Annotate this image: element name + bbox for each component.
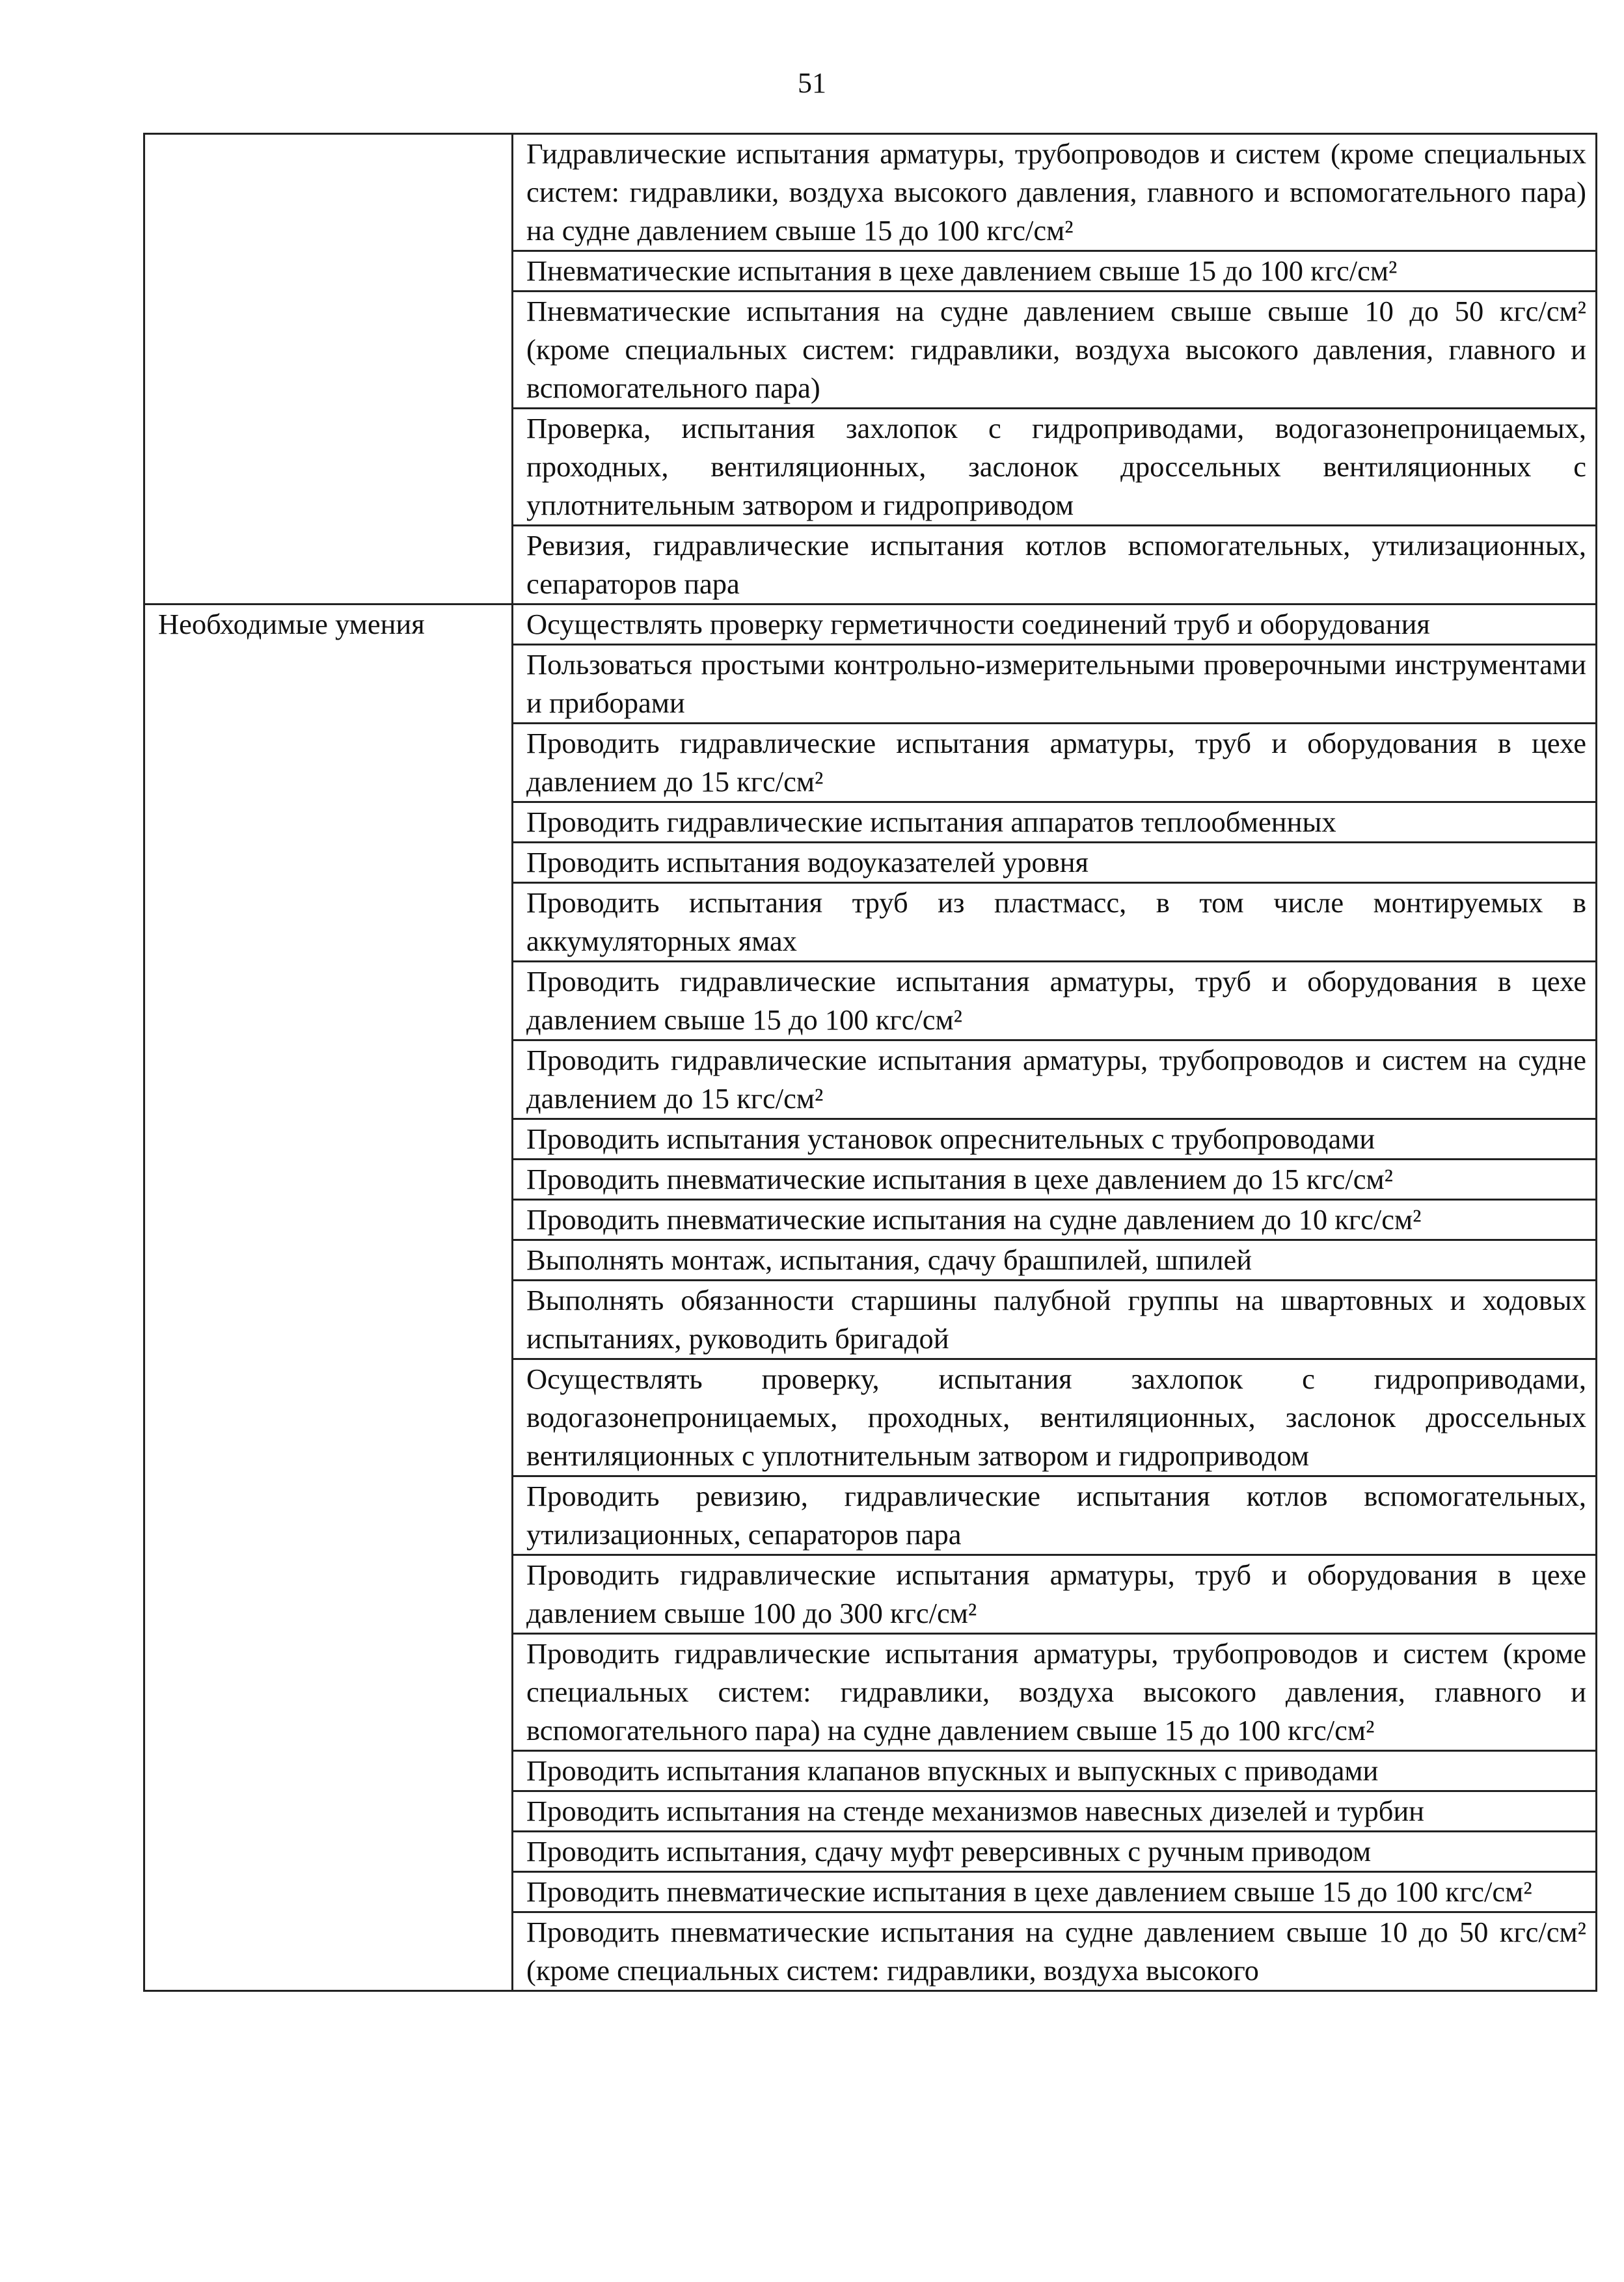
table-cell: Пневматические испытания в цехе давлением свыше 15 до 100 кгс/см² [513,251,1597,292]
table-cell: Проводить пневматические испытания в цехе давлением свыше 15 до 100 кгс/см² [513,1872,1597,1912]
table-row [144,134,1597,251]
table-cell: Осуществлять проверку герметичности соединений труб и оборудования [513,604,1597,645]
table-body [144,134,1597,1991]
table-cell: Проводить испытания на стенде механизмов навесных дизелей и турбин [513,1791,1597,1832]
page-number: 51 [798,67,826,99]
continued-label-cell [144,134,513,604]
table-cell: Проводить гидравлические испытания арматуры, трубопроводов и систем (кроме специальных систем: гидравлики, воздуха высокого давления, главного и вспомогательного пара) на судне давлением свыше 15 до 100 кгс/см² [513,1634,1597,1751]
table-cell: Ревизия, гидравлические испытания котлов вспомогательных, утилизационных, сепараторов пара [513,526,1597,604]
table-row [144,604,1597,645]
table-cell: Пользоваться простыми контрольно-измерительными проверочными инструментами и приборами [513,645,1597,724]
table-cell: Проводить испытания водоуказателей уровня [513,843,1597,883]
table-cell: Проводить гидравлические испытания аппаратов теплообменных [513,802,1597,843]
table-cell: Проводить испытания труб из пластмасс, в том числе монтируемых в аккумуляторных ямах [513,883,1597,962]
table-cell: Проводить пневматические испытания в цехе давлением до 15 кгс/см² [513,1160,1597,1200]
table-cell: Проводить ревизию, гидравлические испытания котлов вспомогательных, утилизационных, сепараторов пара [513,1476,1597,1555]
table-cell: Проводить гидравлические испытания арматуры, труб и оборудования в цехе давлением свыше 15 до 100 кгс/см² [513,962,1597,1040]
table-cell: Проводить пневматические испытания на судне давлением свыше 10 до 50 кгс/см² (кроме специальных систем: гидравлики, воздуха высокого [513,1912,1597,1991]
table-cell: Проводить гидравлические испытания арматуры, трубопроводов и систем на судне давлением до 15 кгс/см² [513,1040,1597,1119]
table-cell: Пневматические испытания на судне давлением свыше свыше 10 до 50 кгс/см² (кроме специальных систем: гидравлики, воздуха высокого давления, главного и вспомогательного пара) [513,292,1597,409]
skills-label-cell: Необходимые умения [144,604,513,1991]
table-cell: Осуществлять проверку, испытания захлопок с гидроприводами, водогазонепроницаемых, проходных, вентиляционных, заслонок дроссельных вентиляционных с уплотнительным затвором и гидроприводом [513,1359,1597,1476]
table-cell: Проводить гидравлические испытания арматуры, труб и оборудования в цехе давлением до 15 кгс/см² [513,724,1597,802]
table-cell: Проводить испытания установок опреснительных с трубопроводами [513,1119,1597,1160]
requirements-table [143,133,1597,1992]
table-cell: Проводить испытания, сдачу муфт реверсивных с ручным приводом [513,1832,1597,1872]
table-cell: Выполнять монтаж, испытания, сдачу брашпилей, шпилей [513,1240,1597,1281]
table-cell: Выполнять обязанности старшины палубной группы на швартовных и ходовых испытаниях, руководить бригадой [513,1281,1597,1359]
table-cell: Проводить пневматические испытания на судне давлением до 10 кгс/см² [513,1200,1597,1240]
table-cell: Проводить испытания клапанов впускных и выпускных с приводами [513,1751,1597,1791]
table-cell: Проверка, испытания захлопок с гидроприводами, водогазонепроницаемых, проходных, вентиляционных, заслонок дроссельных вентиляционных с уплотнительным затвором и гидроприводом [513,409,1597,526]
table-cell: Гидравлические испытания арматуры, трубопроводов и систем (кроме специальных систем: гидравлики, воздуха высокого давления, главного и вспомогательного пара) на судне давлением свыше 15 до 100 кгс/см² [513,134,1597,251]
table-cell: Проводить гидравлические испытания арматуры, труб и оборудования в цехе давлением свыше 100 до 300 кгс/см² [513,1555,1597,1634]
